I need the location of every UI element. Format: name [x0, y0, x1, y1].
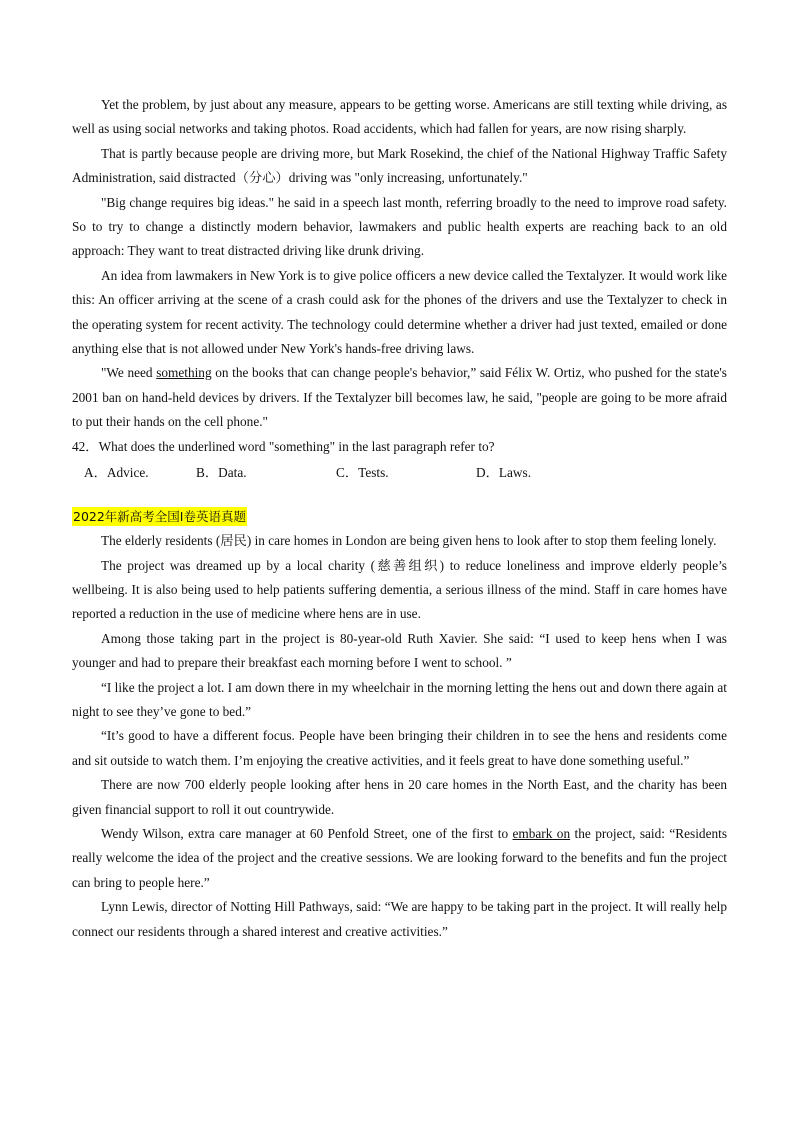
underlined-phrase-embark-on: embark on	[512, 825, 571, 841]
passage2-paragraph-1: The elderly residents (居民) in care homes in London are being given hens to look after to stop them feeling lonely.	[101, 533, 717, 549]
passage1-paragraph-4: An idea from lawmakers in New York is to give police officers a new device called the Textalyzer. It would work like this: An officer arriving at the scene of a crash could ask for the phones of the drivers and use the Textalyzer to check in the operating system for recent activity. The technology could determine whether a driver had just texted, emailed or done anything else that is not allowed under New York's hands-free driving laws.	[72, 267, 727, 357]
question-42-stem: 42．What does the underlined word "something" in the last paragraph refer to?	[72, 438, 495, 454]
option-a: A．Advice.	[84, 465, 149, 481]
passage2-paragraph-5: “It’s good to have a different focus. People have been bringing their children in to see the hens and residents come and sit outside to watch them. I’m enjoying the creative activities, and it feels great to have done something useful.”	[72, 728, 727, 768]
section-title-highlighted: 2022年新高考全国Ⅰ卷英语真题	[73, 509, 246, 525]
passage1-paragraph-5	[72, 361, 727, 434]
p5-text-after: on the books that can change people's behavior,” said Félix W. Ortiz, who pushed for the state's 2001 ban on hand-held devices by drivers. If the Textalyzer bill becomes law, he said, "people are going to be more afraid to put their hands on the cell phone."	[72, 365, 727, 430]
passage1-paragraph-1: Yet the problem, by just about any measure, appears to be getting worse. Americans are still texting while driving, as well as using social networks and taking photos. Road accidents, which had fallen for years, are now rising sharply.	[72, 97, 727, 137]
passage2-paragraph-3: Among those taking part in the project is 80-year-old Ruth Xavier. She said: “I used to keep hens when I was younger and had to prepare their breakfast each morning before I went to school. ”	[72, 630, 727, 671]
question-42-options	[72, 459, 727, 487]
passage2-paragraph-6: There are now 700 elderly people looking after hens in 20 care homes in the North East, and the charity has been given financial support to roll it out countrywide.	[72, 777, 727, 817]
option-c: C．Tests.	[336, 465, 389, 481]
passage2-paragraph-8: Lynn Lewis, director of Notting Hill Pathways, said: “We are happy to be taking part in the project. It will really help connect our residents through a shared interest and creative activities.”	[72, 899, 727, 939]
p5-text-before: "We need	[101, 365, 157, 381]
passage1-paragraph-2: That is partly because people are driving more, but Mark Rosekind, the chief of the National Highway Traffic Safety Administration, said distracted（分心）driving was "only increasing, unfortunately."	[72, 145, 727, 186]
p7-text-before: Wendy Wilson, extra care manager at 60 Penfold Street, one of the first to	[101, 825, 513, 841]
option-b: B．Data.	[196, 465, 247, 481]
p7-text-after: the project, said: “Residents really welcome the idea of the project and the creative sessions. We are looking forward to the benefits and fun the project can bring to people here.”	[72, 825, 727, 890]
passage2-paragraph-4: “I like the project a lot. I am down there in my wheelchair in the morning letting the hens out and down there again at night to see they’ve gone to bed.”	[72, 679, 727, 719]
document-content	[72, 93, 727, 944]
underlined-word-something: something	[156, 365, 212, 381]
option-d: D．Laws.	[476, 465, 532, 481]
passage2-paragraph-7	[72, 822, 727, 895]
passage2-paragraph-2: The project was dreamed up by a local charity (慈善组织) to reduce loneliness and improve elderly people’s wellbeing. It is also being used to help patients suffering dementia, a serious illness of the mind. Staff in care homes have reported a reduction in the use of medicine where hens are in use.	[72, 557, 727, 622]
passage1-paragraph-3: "Big change requires big ideas." he said in a speech last month, referring broadly to the need to improve road safety. So to try to change a distinctly modern behavior, lawmakers and public health experts are reaching back to an old approach: They want to treat distracted driving like drunk driving.	[72, 194, 727, 259]
